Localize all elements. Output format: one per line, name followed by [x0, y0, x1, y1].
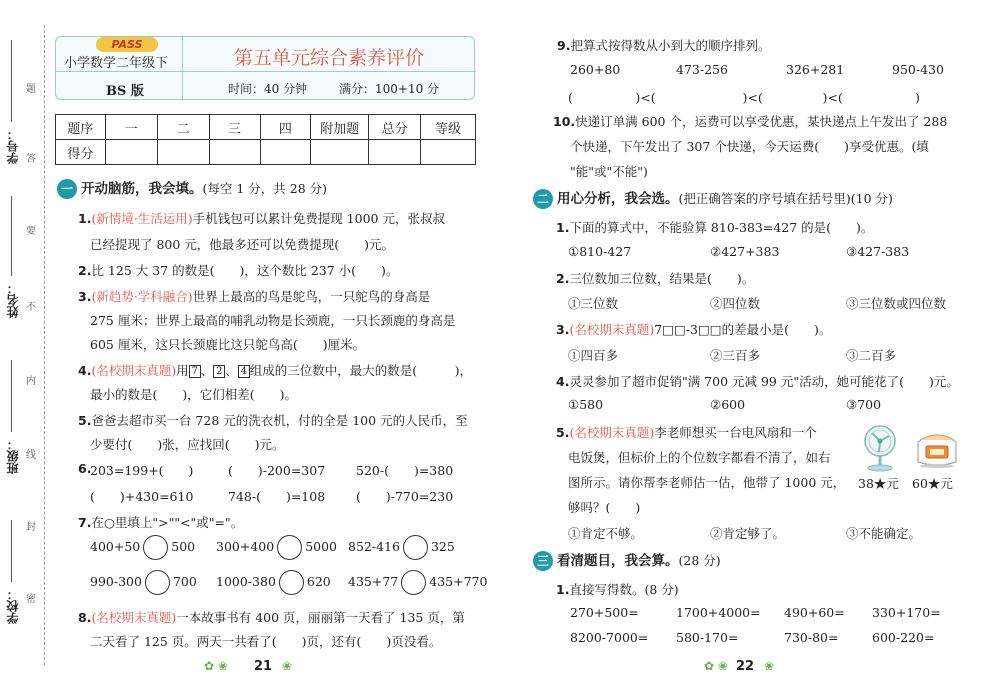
sprout-icon: ✿ ❀: [704, 659, 728, 673]
cooker-price: 60★元: [912, 476, 953, 491]
sprout-icon: ❀: [282, 659, 293, 673]
seal-char: 封: [26, 522, 36, 533]
score-cell[interactable]: [209, 140, 260, 165]
score-cell[interactable]: [369, 140, 421, 165]
compare-item: 400+50 500: [90, 535, 195, 560]
compare-circle[interactable]: [401, 570, 426, 595]
table-row: [56, 140, 476, 165]
calc-item[interactable]: 8200-7000=: [570, 630, 649, 645]
page-title: 第五单元综合素养评价: [233, 47, 424, 69]
rice-cooker-icon: [914, 426, 960, 470]
choice-question-4: 4.灵灵参加了超市促销"满 700 元减 99 元"活动，她可能花了( )元。: [556, 374, 959, 389]
question-3: 3.(新趋势·学科融合)世界上最高的鸟是鸵鸟，一只鸵鸟的身高是: [78, 289, 431, 304]
choice-question-5-line3: 图所示。请你帮李老师估一估，他带了 1000 元，: [568, 475, 846, 490]
question-10-line2: 个快递，下午发出了 307 个快递，今天运费( )享受优惠。(填: [570, 139, 929, 154]
page-number: 22: [736, 659, 755, 674]
question-8-line2: 二天看了 125 页。两天一共看了( )页，还有( )页没看。: [90, 634, 442, 649]
seal-char: 要: [26, 226, 36, 237]
table-cell: 二: [157, 115, 209, 140]
choice-option[interactable]: ②四位数: [710, 296, 761, 311]
choice-question-5-line2: 电饭煲，但标价上的个位数字都看不清了，如右: [568, 450, 831, 465]
compare-item: 990-300 700: [90, 570, 197, 595]
student-id-label: 学号：: [6, 128, 20, 164]
choice-option[interactable]: ③二百多: [846, 348, 897, 363]
calc-item[interactable]: 330+170=: [872, 605, 941, 620]
section-header-2: 二 用心分析，我会选。(把正确答案的序号填在括号里)(10 分): [533, 188, 893, 210]
choice-option[interactable]: ①810-427: [568, 244, 632, 259]
seal-char: 内: [26, 376, 36, 387]
compare-circle[interactable]: [145, 570, 170, 595]
choice-question-5: 5.(名校期末真题)李老师想买一台电风扇和一个: [556, 425, 817, 440]
equation: ( )-200=307: [228, 463, 326, 478]
question-10: 10.快递订单满 600 个，运费可以享受优惠，某快递点上午发出了 288: [553, 114, 948, 129]
electric-fan-icon: [860, 424, 900, 472]
seal-char: 答: [26, 154, 36, 165]
compare-item: 435+77 435+770: [348, 570, 487, 595]
choice-question-3: 3.(名校期末真题)7□□-3□□的差最小是( )。: [556, 322, 832, 337]
question-2: 2.比 125 大 37 的数是( )，这个数比 237 小( )。: [78, 263, 399, 278]
equation: 520-( )=380: [356, 463, 454, 478]
question-1: 1.(新情境·生活运用)手机钱包可以累计免费提现 1000 元，张叔叔: [78, 211, 445, 226]
school-line[interactable]: [11, 520, 12, 582]
order-blank[interactable]: )<(: [760, 90, 843, 105]
question-4: 4.(名校期末真题)用 7 、 2 、 4 组成的三位数中，最大的数是( )，: [78, 363, 473, 378]
choice-option[interactable]: ③427-383: [846, 244, 910, 259]
expression: 950-430: [892, 62, 944, 77]
pass-logo: PASS: [96, 37, 158, 52]
choice-question-5-line4: 够吗？( ): [568, 500, 641, 515]
calc-item[interactable]: 730-80=: [784, 630, 839, 645]
page-number: 21: [254, 659, 273, 674]
digit-card: 2: [213, 365, 225, 378]
question-5: 5.爸爸去超市买一台 728 元的洗衣机，付的全是 100 元的人民币，至: [78, 413, 468, 428]
name-line[interactable]: [11, 196, 12, 276]
score-table: [55, 114, 476, 165]
order-blank[interactable]: ): [840, 90, 920, 105]
question-8: 8.(名校期末真题)一本故事书有 400 页，丽丽第一天看了 135 页，第: [78, 610, 465, 625]
score-cell[interactable]: [311, 140, 369, 165]
calc-item[interactable]: 580-170=: [676, 630, 739, 645]
score-cell[interactable]: [157, 140, 209, 165]
choice-option[interactable]: ②600: [710, 397, 746, 412]
sprout-icon: ❀: [764, 659, 775, 673]
section-header-1: 一 开动脑筋，我会填。(每空 1 分，共 28 分): [57, 178, 327, 200]
choice-option[interactable]: ②肯定够了。: [710, 526, 786, 541]
expression: 326+281: [786, 62, 845, 77]
exam-header: [55, 36, 475, 100]
choice-option[interactable]: ②427+383: [710, 244, 780, 259]
choice-question-2: 2.三位数加三位数，结果是( )。: [556, 271, 755, 286]
compare-circle[interactable]: [403, 535, 428, 560]
expression: 473-256: [676, 62, 728, 77]
class-line[interactable]: [11, 360, 12, 432]
choice-option[interactable]: ③不能确定。: [846, 526, 922, 541]
seal-char: 线: [26, 450, 36, 461]
time-limit: 时间：40 分钟: [228, 82, 308, 96]
question-1-line2: 已经提现了 800 元，他最多还可以免费提现( )元。: [90, 237, 395, 252]
binding-dashed-line: [44, 25, 45, 665]
seal-char: 题: [26, 84, 36, 95]
id-line[interactable]: [11, 40, 12, 122]
choice-option[interactable]: ①四百多: [568, 348, 619, 363]
table-row: [56, 115, 476, 140]
score-cell[interactable]: [260, 140, 311, 165]
calc-item[interactable]: 490+60=: [784, 605, 845, 620]
calc-question-1: 1.直接写得数。(8 分): [556, 582, 679, 597]
choice-option[interactable]: ①肯定不够。: [568, 526, 644, 541]
question-3-line3: 605 厘米，这只长颈鹿比这只鸵鸟高( )厘米。: [90, 337, 366, 352]
table-cell: 三: [209, 115, 260, 140]
choice-option[interactable]: ①三位数: [568, 296, 619, 311]
calc-item[interactable]: 270+500=: [570, 605, 639, 620]
order-blank[interactable]: )<(: [680, 90, 763, 105]
table-cell: 四: [260, 115, 311, 140]
calc-item[interactable]: 1700+4000=: [676, 605, 761, 620]
question-3-line2: 275 厘米；世界上最高的哺乳动物是长颈鹿，一只长颈鹿的身高是: [90, 313, 456, 328]
equation: ( )-770=230: [356, 489, 454, 504]
table-cell: 题序: [56, 115, 106, 140]
seal-char: 不: [26, 302, 36, 313]
subject-label: 小学数学二年级下: [64, 56, 169, 71]
question-5-line2: 少要付( )张，应找回( )元。: [90, 437, 285, 452]
choice-option[interactable]: ③700: [846, 397, 882, 412]
digit-card: 7: [189, 365, 201, 378]
fan-price: 38★元: [858, 476, 899, 491]
equation: 748-( )=108: [228, 489, 326, 504]
school-label: 学校：: [6, 588, 20, 624]
choice-option[interactable]: ③三位数或四位数: [846, 296, 947, 311]
table-cell: 附加题: [311, 115, 369, 140]
choice-option[interactable]: ②三百多: [710, 348, 761, 363]
section-header-3: 三 看清题目，我会算。(28 分): [533, 550, 721, 572]
calc-item[interactable]: 600-220=: [872, 630, 935, 645]
class-label: 班级：: [6, 438, 20, 474]
sprout-icon: ✿ ❀: [204, 659, 228, 673]
question-7: 7.在○里填上">""<"或"="。: [78, 515, 244, 530]
compare-circle[interactable]: [279, 570, 304, 595]
question-4-line2: 最小的数是( )，它们相差( )。: [90, 387, 298, 402]
score-cell[interactable]: [421, 140, 476, 165]
table-cell: 一: [105, 115, 157, 140]
score-cell[interactable]: [105, 140, 157, 165]
compare-item: 852-416 325: [348, 535, 455, 560]
question-6-number: 6.: [78, 461, 92, 476]
compare-circle[interactable]: [277, 535, 302, 560]
seal-char: 密: [26, 594, 36, 605]
full-score: 满分：100+10 分: [339, 82, 440, 96]
table-cell: 总分: [369, 115, 421, 140]
choice-option[interactable]: ①580: [568, 397, 604, 412]
digit-card: 4: [238, 365, 250, 378]
question-9: 9.把算式按得数从小到大的顺序排列。: [557, 38, 771, 53]
equation: 203=199+( ): [90, 463, 194, 478]
table-cell: 等级: [421, 115, 476, 140]
edition-label: BS 版: [106, 84, 144, 99]
question-10-line3: "能"或"不能"): [570, 164, 648, 179]
compare-circle[interactable]: [143, 535, 168, 560]
name-label: 姓名：: [6, 282, 20, 318]
compare-item: 300+400 5000: [216, 535, 337, 560]
equation: ( )+430=610: [90, 489, 194, 504]
compare-item: 1000-380 620: [216, 570, 331, 595]
choice-question-1: 1.下面的算式中，不能验算 810-383=427 的是( )。: [556, 220, 874, 235]
expression: 260+80: [570, 62, 621, 77]
order-blank[interactable]: ( )<(: [568, 90, 656, 105]
table-cell: 得分: [56, 140, 106, 165]
